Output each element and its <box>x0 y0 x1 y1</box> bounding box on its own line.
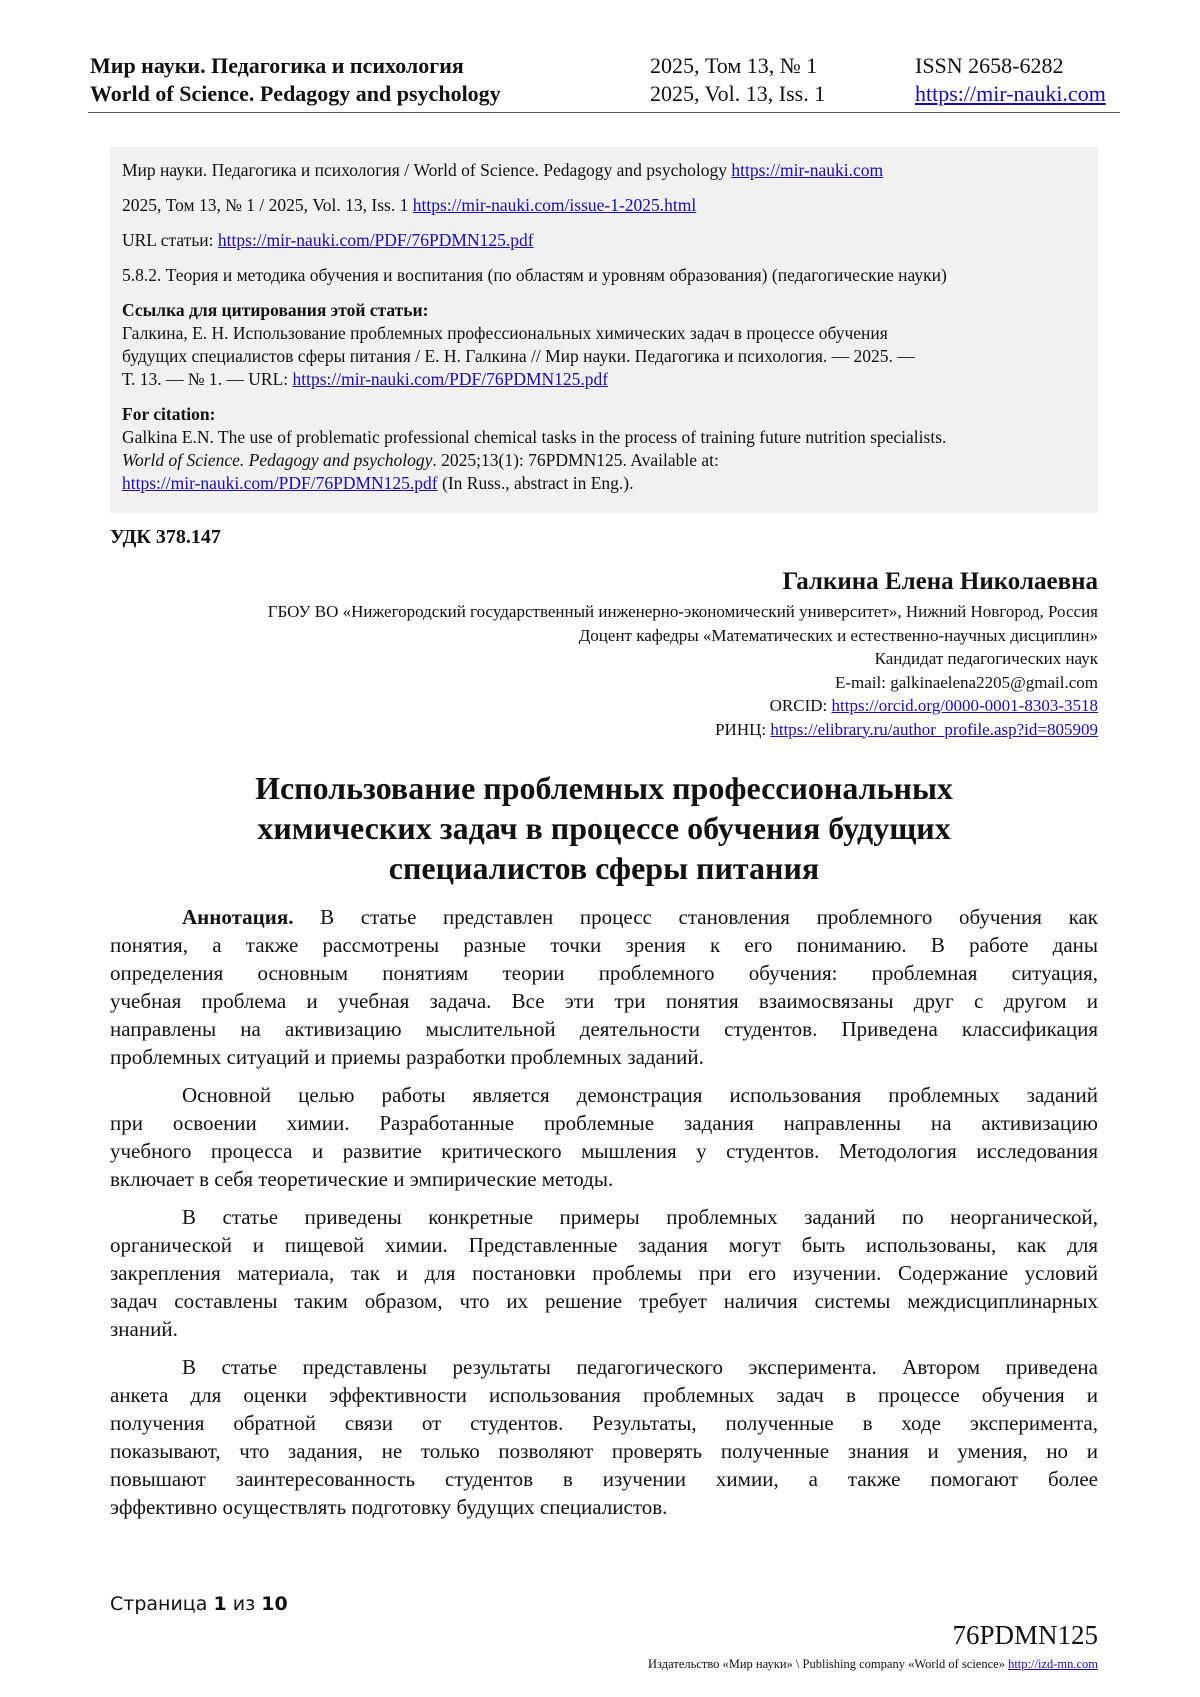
author-name: Галкина Елена Николаевна <box>782 568 1098 595</box>
publisher-link[interactable]: http://izd-mn.com <box>1008 1657 1098 1671</box>
cite-ru-block: Ссылка для цитирования этой статьи: Галкина, Е. Н. Использование проблемных профессиональных химических задач в процессе обучения будущих специалистов сферы питания / Е. Н. Галкина // Мир науки. Педагогика и психология. — 2025. — Т. 13. — № 1. — URL: https://mir-nauki.com/PDF/76PDMN125.pdf <box>122 300 915 389</box>
issue-info <box>650 52 825 108</box>
author-orcid: ORCID: https://orcid.org/0000-0001-8303-3518 <box>769 696 1098 715</box>
journal-site-link[interactable]: https://mir-nauki.com <box>915 81 1106 106</box>
cite-en-heading: For citation: <box>122 404 216 424</box>
udk-code: УДК 378.147 <box>110 526 221 548</box>
page-number: Страница 1 из 10 <box>110 1593 288 1615</box>
citation-box <box>110 147 1098 513</box>
author-degree: Кандидат педагогических наук <box>874 649 1098 668</box>
cite-issue-line: 2025, Том 13, № 1 / 2025, Vol. 13, Iss. 1 https://mir-nauki.com/issue-1-2025.html <box>122 195 697 215</box>
issn: ISSN 2658-6282 <box>915 53 1064 78</box>
issue-ru: 2025, Том 13, № 1 <box>650 53 818 78</box>
abstract <box>110 903 1098 1531</box>
article-code: 76PDMN125 <box>952 1620 1098 1650</box>
journal-title-ru: Мир науки. Педагогика и психология <box>90 53 464 78</box>
header-divider <box>88 112 1120 113</box>
abstract-paragraph-1: Аннотация. В статье представлен процесс становления проблемного обучения как понятия, а также рассмотрены разные точки зрения к его пониманию. В работе даны определения основным понятиям теории проблемного обучения: проблемная ситуация, учебная проблема и учебная задача. Все эти три понятия взаимосвязаны друг с другом и направлены на активизацию мыслительной деятельности студентов. Приведена классификация проблемных ситуаций и приемы разработки проблемных заданий. <box>110 905 1098 1069</box>
issn-block <box>915 52 1106 108</box>
abstract-label: Аннотация. <box>182 905 294 929</box>
journal-title <box>90 52 501 108</box>
rinc-link[interactable]: https://elibrary.ru/author_profile.asp?id=805909 <box>770 719 1098 739</box>
cite-journal-link[interactable]: https://mir-nauki.com <box>731 160 884 180</box>
abstract-paragraph-2: Основной целью работы является демонстрация использования проблемных заданий при освоении химии. Разработанные проблемные задания направленны на активизацию учебного процесса и развитие критического мышления у студентов. Методология исследования включает в себя теоретические и эмпирические методы. <box>110 1083 1098 1191</box>
issue-en: 2025, Vol. 13, Iss. 1 <box>650 81 826 106</box>
orcid-link[interactable]: https://orcid.org/0000-0001-8303-3518 <box>831 696 1098 715</box>
cite-en-block: For citation: Galkina E.N. The use of problematic professional chemical tasks in the process of training future nutrition specialists. World of Science. Pedagogy and psychology. 2025;13(1): 76PDMN125. Available at: https://mir-nauki.com/PDF/76PDMN125.pdf (In Russ., abstract in Eng.). <box>122 404 947 493</box>
author-email: E-mail: galkinaelena2205@gmail.com <box>834 672 1098 692</box>
author-position: Доцент кафедры «Математических и естественно-научных дисциплин» <box>578 625 1098 645</box>
journal-title-en: World of Science. Pedagogy and psychology <box>90 81 501 106</box>
cite-url-line: URL статьи: https://mir-nauki.com/PDF/76PDMN125.pdf <box>122 230 534 250</box>
cite-specialty: 5.8.2. Теория и методика обучения и воспитания (по областям и уровням образования) (педагогические науки) <box>122 265 947 285</box>
cite-ru-heading: Ссылка для цитирования этой статьи: <box>122 300 429 320</box>
cite-issue-link[interactable]: https://mir-nauki.com/issue-1-2025.html <box>412 195 697 215</box>
abstract-paragraph-4: В статье представлены результаты педагогического эксперимента. Автором приведена анкета для оценки эффективности использования проблемных задач в процессе обучения и получения обратной связи от студентов. Результаты, полученные в ходе эксперимента, показывают, что задания, не только позволяют проверять полученные знания и умения, но и повышают заинтересованность студентов в изучении химии, а также помогают более эффективно осуществлять подготовку будущих специалистов. <box>110 1355 1098 1519</box>
author-block <box>268 566 1098 741</box>
publisher-line: Издательство «Мир науки» \ Publishing company «World of science» http://izd-mn.com <box>648 1657 1098 1671</box>
author-rinc: РИНЦ: https://elibrary.ru/author_profile.asp?id=805909 <box>715 719 1098 739</box>
abstract-paragraph-3: В статье приведены конкретные примеры проблемных заданий по неорганической, органической и пищевой химии. Представленные задания могут быть использованы, как для закрепления материала, так и для постановки проблемы при его изучении. Содержание условий задач составлены таким образом, что их решение требует наличия системы междисциплинарных знаний. <box>110 1205 1098 1341</box>
cite-article-url-link[interactable]: https://mir-nauki.com/PDF/76PDMN125.pdf <box>217 230 534 250</box>
cite-ru-link[interactable]: https://mir-nauki.com/PDF/76PDMN125.pdf <box>292 369 609 389</box>
article-title: Использование проблемных профессиональных химических задач в процессе обучения будущих специалистов сферы питания <box>255 770 953 886</box>
cite-en-link[interactable]: https://mir-nauki.com/PDF/76PDMN125.pdf <box>122 473 438 493</box>
cite-journal-line: Мир науки. Педагогика и психология / World of Science. Pedagogy and psychology https://mir-nauki.com <box>122 160 884 180</box>
author-affiliation: ГБОУ ВО «Нижегородский государственный инженерно-экономический университет», Нижний Новгород, Россия <box>267 602 1098 621</box>
